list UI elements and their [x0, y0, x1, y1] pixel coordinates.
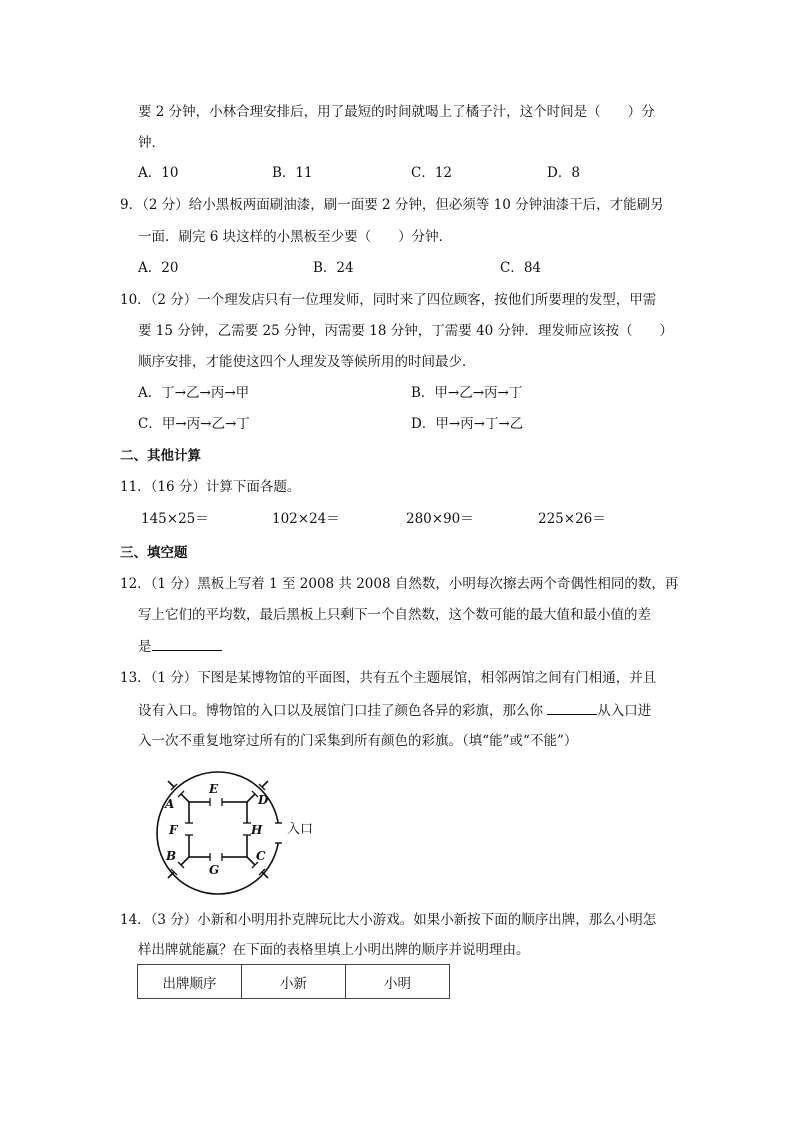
inner-square	[189, 802, 247, 857]
label-f: F	[169, 823, 178, 837]
q13-line2-text-after: 从入口进	[597, 703, 652, 719]
q13-line1: 13．（1 分）下图是某博物馆的平面图，共有五个主题展馆，相邻两馆之间有门相通，并且	[120, 670, 657, 686]
q14-line1: 14．（3 分）小新和小明用扑克牌玩比大小游戏。如果小新按下面的顺序出牌，那么小明怎	[120, 912, 657, 928]
wall-d-outer	[262, 781, 268, 787]
q8-option-a: A．10	[138, 165, 179, 181]
q12-line1: 12．（1 分）黑板上写着 1 至 2008 共 2008 自然数，小明每次擦去两个奇偶性相同的数，再	[120, 576, 679, 592]
q13-line2-text: 设有入口。博物馆的入口以及展馆门口挂了颜色各异的彩旗，那么你	[138, 703, 543, 719]
q9-line1: 9．（2 分）给小黑板两面刷油漆，刷一面要 2 分钟，但必须等 10 分钟油漆干后，才能刷另	[120, 197, 664, 213]
door-h-gap	[245, 823, 249, 835]
section-title-other-calc: 二、其他计算	[120, 448, 201, 464]
q9-option-b: B．24	[313, 260, 354, 276]
label-entrance: 入口	[287, 822, 314, 837]
label-g: G	[209, 863, 220, 877]
q11-item-2: 102×24＝	[272, 511, 340, 527]
section-title-fill-blank: 三、填空题	[120, 545, 188, 561]
q10-option-a: A．丁→乙→丙→甲	[138, 385, 250, 401]
q8-option-b: B．11	[272, 165, 313, 181]
museum-floor-plan-diagram	[148, 770, 338, 896]
table-header-xiaoxin: 小新	[242, 965, 346, 999]
door-e-gap	[210, 800, 222, 804]
q12-line3-text: 是	[138, 639, 152, 655]
q8-option-d: D．8	[547, 165, 580, 181]
wall-c-inner	[247, 857, 255, 865]
q8-line1: 要 2 分钟，小林合理安排后，用了最短的时间就喝上了橘子汁，这个时间是（ ）分	[138, 104, 655, 120]
table-header-order: 出牌顺序	[138, 965, 242, 999]
label-b: B	[166, 849, 177, 863]
q13-answer-blank[interactable]	[547, 700, 597, 715]
door-f-gap	[187, 823, 191, 835]
q8-option-c: C．12	[411, 165, 453, 181]
wall-a-inner	[181, 794, 189, 802]
label-h: H	[251, 823, 263, 837]
q12-answer-blank[interactable]	[152, 636, 222, 651]
q13-line3: 入一次不重复地穿过所有的门采集到所有颜色的彩旗。（填“能”或“不能”）	[138, 733, 578, 749]
q10-line3: 顺序安排，才能使这四个人理发及等候所用的时间最少．	[138, 354, 476, 370]
q12-line3	[138, 636, 222, 657]
label-c: C	[256, 849, 266, 863]
q11-item-1: 145×25＝	[141, 511, 209, 527]
label-d: D	[258, 793, 269, 807]
q11-text: 11．（16 分）计算下面各题。	[120, 479, 301, 495]
door-g-gap	[210, 855, 222, 859]
table-row	[138, 965, 450, 999]
q13-line2	[138, 700, 651, 721]
wall-a-outer	[168, 781, 174, 787]
wall-d-inner	[247, 794, 255, 802]
q9-option-c: C．84	[500, 260, 542, 276]
q11-item-3: 280×90＝	[406, 511, 474, 527]
q10-line2: 要 15 分钟，乙需要 25 分钟，丙需要 18 分钟，丁需要 40 分钟．理发师应该按（ ）	[138, 323, 674, 339]
q11-item-4: 225×26＝	[538, 511, 606, 527]
q10-option-d: D．甲→丙→丁→乙	[411, 416, 524, 432]
label-e: E	[209, 782, 219, 796]
q14-line2: 样出牌就能赢？在下面的表格里填上小明出牌的顺序并说明理由。	[138, 942, 530, 958]
card-order-table	[137, 964, 450, 999]
label-a: A	[165, 797, 175, 811]
q10-option-c: C．甲→丙→乙→丁	[138, 416, 250, 432]
q10-option-b: B．甲→乙→丙→丁	[411, 385, 523, 401]
q9-line2: 一面．刷完 6 块这样的小黑板至少要（ ）分钟．	[138, 229, 453, 245]
entrance-gap	[276, 823, 282, 843]
q9-option-a: A．20	[138, 260, 179, 276]
wall-b-inner	[181, 857, 189, 865]
q10-line1: 10．（2 分）一个理发店只有一位理发师，同时来了四位顾客，按他们所要理的发型，甲需	[120, 292, 657, 308]
q8-line2: 钟．	[138, 135, 165, 151]
table-header-xiaoming: 小明	[346, 965, 450, 999]
q12-line2: 写上它们的平均数，最后黑板上只剩下一个自然数，这个数可能的最大值和最小值的差	[138, 607, 651, 623]
